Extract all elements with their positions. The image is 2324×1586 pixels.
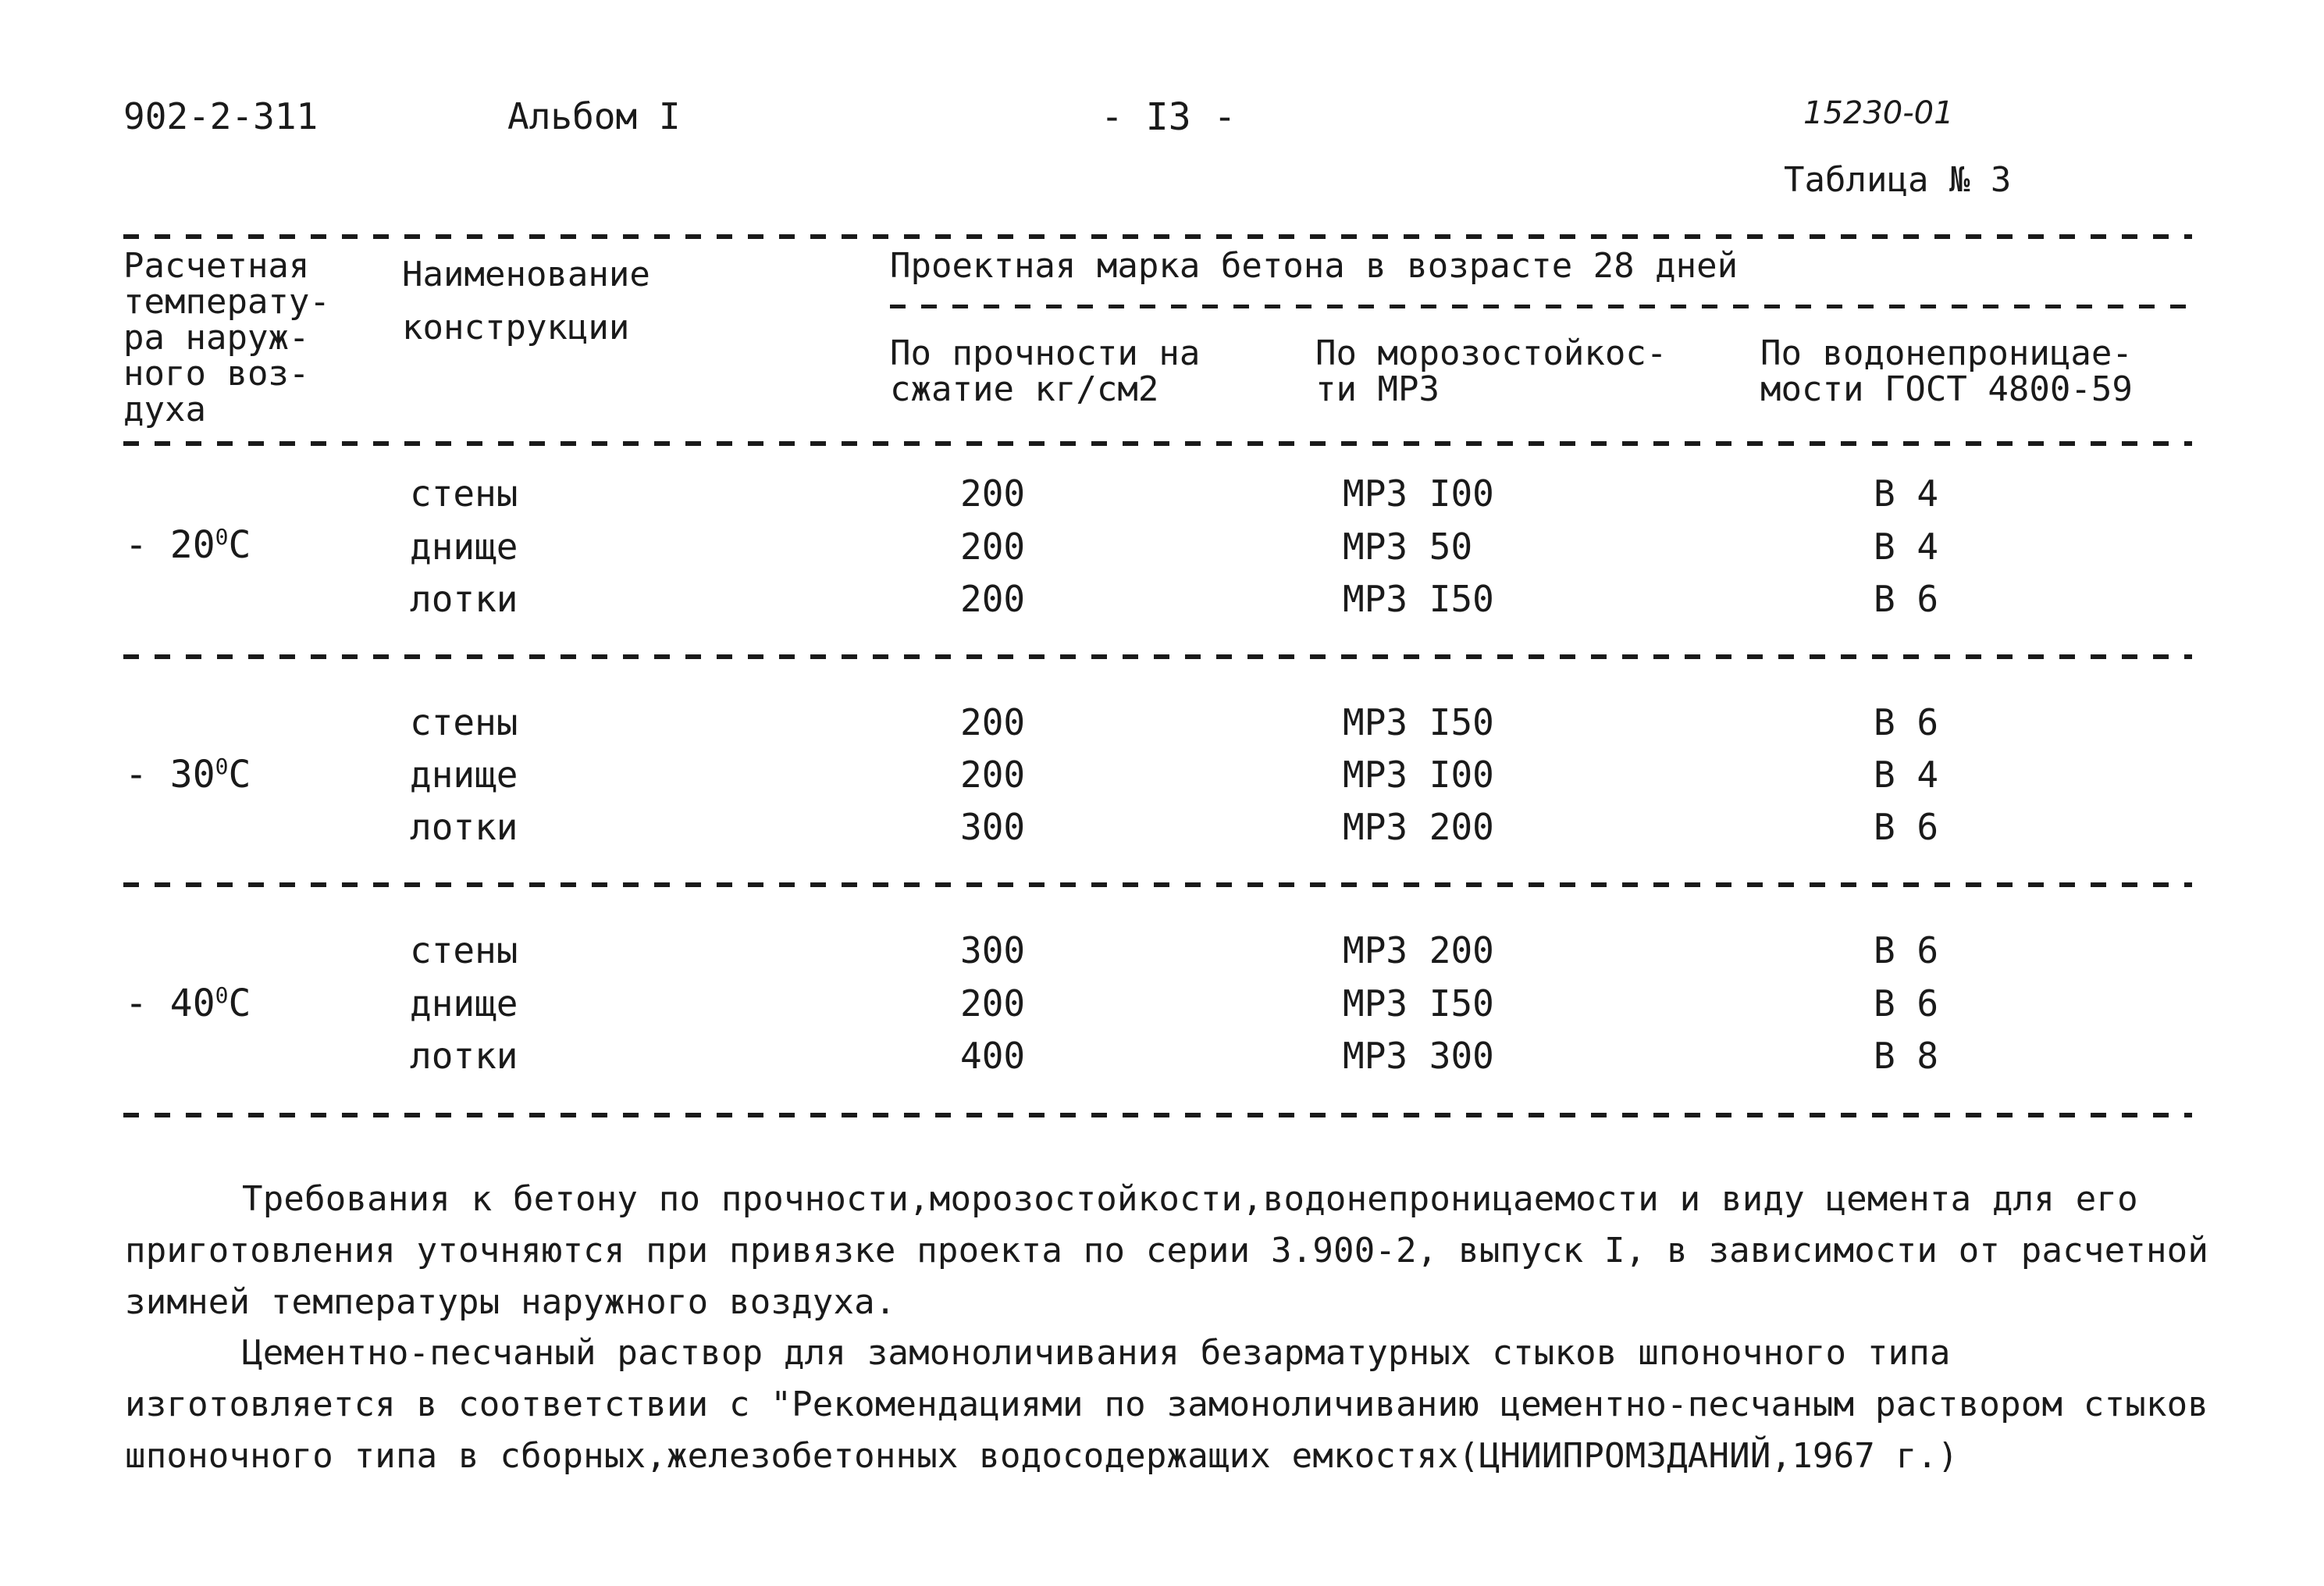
cell-water: В 6 (1874, 982, 1939, 1025)
header-water-resistance: По водонепроницае- мости ГОСТ 4800-59 (1760, 333, 2133, 409)
cell-strength: 300 (960, 806, 1026, 848)
cell-water: В 6 (1874, 701, 1939, 743)
cell-name: днище (410, 754, 518, 796)
temperature-cell: - $40^0C$ (125, 982, 251, 1025)
sheet-code: 15230-01 (1803, 95, 1954, 131)
cell-frost: МРЗ I00 (1343, 754, 1494, 796)
header-temperature: Расчетная температу- ра наруж- ного воз- духа (123, 246, 330, 429)
cell-name: лотки (410, 806, 518, 848)
cell-frost: МРЗ I50 (1343, 578, 1494, 620)
header-construction-name: Наименование конструкции (402, 255, 650, 347)
header-group-grade: Проектная марка бетона в возрасте 28 дней (890, 246, 1739, 286)
cell-water: В 6 (1874, 929, 1939, 971)
cell-name: стены (410, 701, 518, 743)
cell-frost: МРЗ 200 (1343, 806, 1494, 848)
cell-frost: МРЗ I00 (1343, 472, 1494, 515)
group-rule (123, 654, 2192, 659)
cell-strength: 200 (960, 526, 1026, 568)
cell-name: стены (410, 929, 518, 971)
table-bottom-rule (123, 1113, 2192, 1117)
cell-name: лотки (410, 578, 518, 620)
cell-name: днище (410, 982, 518, 1025)
table-label: Таблица № 3 (1784, 160, 2012, 200)
cell-frost: МРЗ I50 (1343, 701, 1494, 743)
cell-frost: МРЗ 50 (1343, 526, 1473, 568)
cell-water: В 6 (1874, 806, 1939, 848)
cell-water: В 4 (1874, 472, 1939, 515)
cell-frost: МРЗ 200 (1343, 929, 1494, 971)
cell-water: В 6 (1874, 578, 1939, 620)
temperature-cell: - $20^0C$ (125, 523, 251, 567)
paragraph-concrete-requirements: Требования к бетону по прочности,морозостойкости,водонепроницаемости и виду цемента для его приготовления уточняются при привязке проекта по серии 3.900-2, выпуск I, в зависимости от расчетной зимней температуры наружного воздуха. (125, 1179, 2209, 1322)
page-number: - I3 - (1101, 95, 1237, 139)
cell-frost: МРЗ 300 (1343, 1035, 1494, 1077)
cell-water: В 4 (1874, 754, 1939, 796)
cell-strength: 300 (960, 929, 1026, 971)
group-rule (123, 882, 2192, 887)
temperature-cell: - $30^0C$ (125, 753, 251, 797)
table-top-rule (123, 234, 2192, 239)
header-strength: По прочности на сжатие кг/см2 (890, 333, 1201, 409)
header-bottom-rule (123, 441, 2192, 446)
cell-name: стены (410, 472, 518, 515)
cell-water: В 4 (1874, 526, 1939, 568)
cell-strength: 200 (960, 701, 1026, 743)
cell-strength: 200 (960, 472, 1026, 515)
cell-water: В 8 (1874, 1035, 1939, 1077)
cell-name: лотки (410, 1035, 518, 1077)
document-code: 902-2-311 (123, 95, 319, 137)
cell-name: днище (410, 526, 518, 568)
album-label: Альбом I (507, 95, 681, 137)
cell-strength: 200 (960, 754, 1026, 796)
cell-frost: МРЗ I50 (1343, 982, 1494, 1025)
cell-strength: 400 (960, 1035, 1026, 1077)
header-sub-rule (890, 305, 2192, 308)
header-frost-resistance: По морозостойкос- ти МРЗ (1315, 333, 1667, 409)
paragraph-mortar: Цементно-песчаный раствор для замоноличивания безарматурных стыков шпоночного типа изготовляется в соответствии с "Рекомендациями по замоноличиванию цементно-песчаным раствором стыков шпоночного типа в сборных,железобетонных водосодержащих емкостях(ЦНИИПРОМЗДАНИЙ,1967 г.) (125, 1333, 2209, 1476)
cell-strength: 200 (960, 982, 1026, 1025)
cell-strength: 200 (960, 578, 1026, 620)
